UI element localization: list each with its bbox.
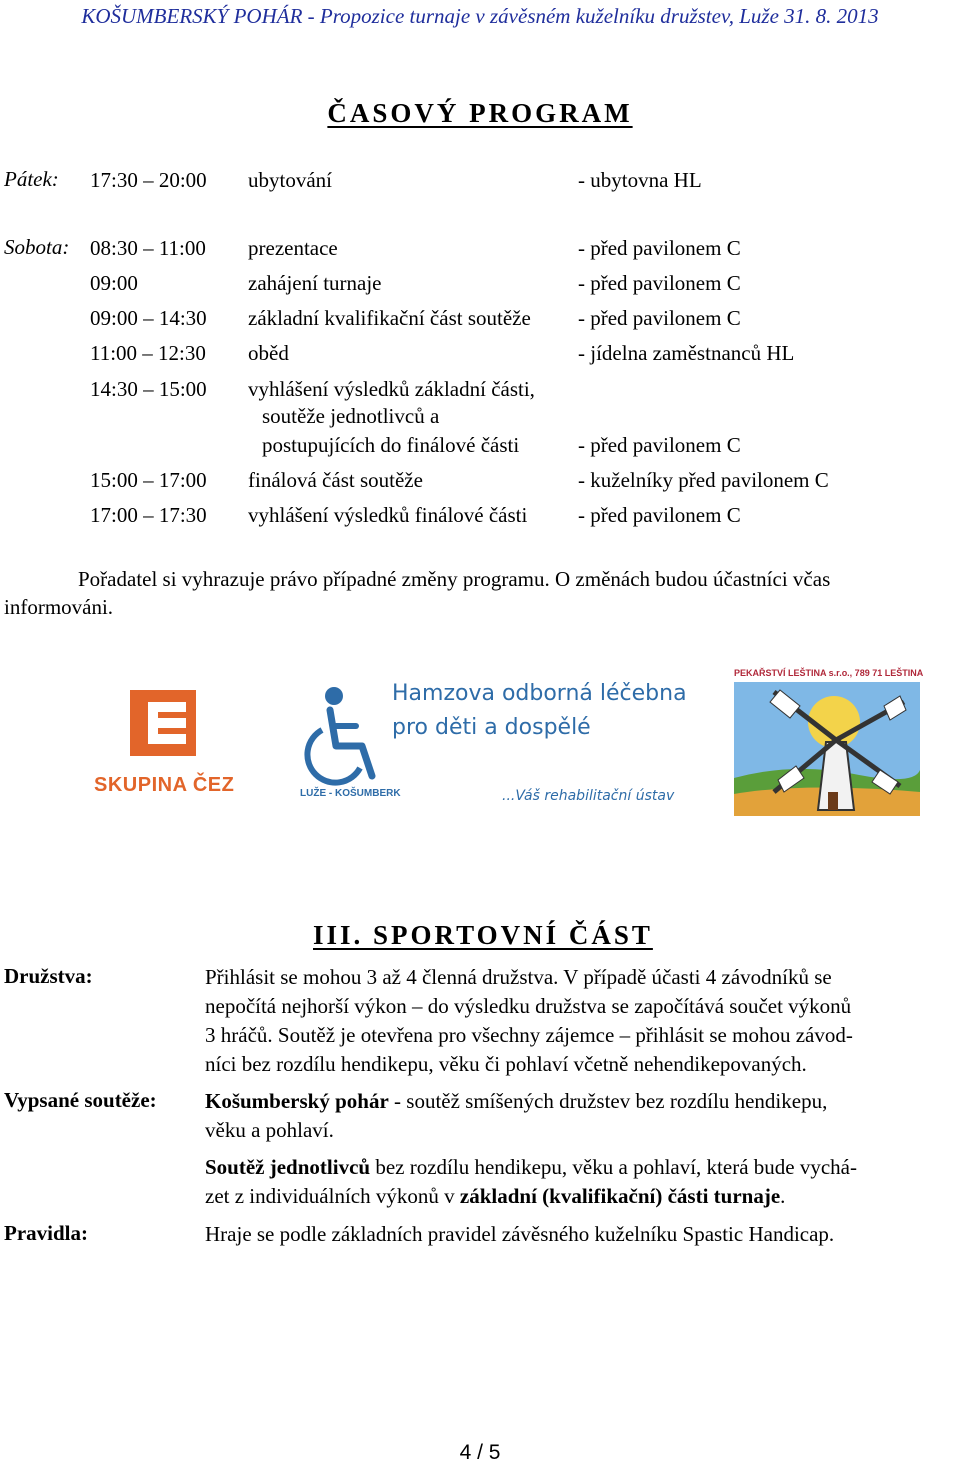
saturday-label: Sobota: <box>4 235 70 259</box>
cez-logo <box>92 690 235 800</box>
row-place: - před pavilonem C <box>578 433 741 457</box>
row-event: prezentace <box>248 236 338 260</box>
competitions-label: Vypsané soutěže: <box>4 1088 157 1112</box>
friday-label: Pátek: <box>4 167 59 191</box>
rules-text: Hraje se podle základních pravidel závěsného kuželníku Spastic Handicap. <box>205 1222 835 1246</box>
page-number: 4 / 5 <box>459 1441 501 1464</box>
schedule-title: ČASOVÝ PROGRAM <box>327 98 633 128</box>
windmill-icon <box>734 682 920 816</box>
row-event: zahájení turnaje <box>248 271 382 295</box>
teams-label: Družstva: <box>4 964 93 988</box>
row-place: - před pavilonem C <box>578 503 741 527</box>
row-event: vyhlášení výsledků finálové části <box>248 503 528 527</box>
row-time: 09:00 <box>90 271 138 295</box>
row-event-line2: soutěže jednotlivců a <box>262 404 440 428</box>
cez-logo-text: SKUPINA ČEZ <box>94 774 235 796</box>
competition-individual: Soutěž jednotlivců bez rozdílu hendikepu, věku a pohlaví, která bude vychá- <box>205 1155 857 1179</box>
row-time: 09:00 – 14:30 <box>90 306 207 330</box>
teams-line: Přihlásit se mohou 3 až 4 členná družstva. V případě účasti 4 závodníků se <box>205 965 832 989</box>
teams-line: 3 hráčů. Soutěž je otevřena pro všechny zájemce – přihlásit se mohou závod- <box>205 1023 853 1047</box>
competition-individual-cont: zet z individuálních výkonů v základní (kvalifikační) části turnaje. <box>205 1184 786 1208</box>
row-time: 17:00 – 17:30 <box>90 503 207 527</box>
row-place: - ubytovna HL <box>578 168 702 192</box>
row-event: finálová část soutěže <box>248 468 423 492</box>
row-time: 14:30 – 15:00 <box>90 377 207 401</box>
pekarstvi-name: PEKAŘSTVÍ LEŠTINA s.r.o., 789 71 LEŠTINA <box>734 668 924 678</box>
teams-line: nepočítá nejhorší výkon – do výsledku družstva se započítává součet výkonů <box>205 994 852 1018</box>
row-place: - před pavilonem C <box>578 236 741 260</box>
competition-team-cont: věku a pohlaví. <box>205 1118 334 1142</box>
hamzova-logo <box>300 680 700 810</box>
teams-line: níci bez rozdílu hendikepu, věku či pohlaví včetně nehendikepovaných. <box>205 1052 807 1076</box>
cez-emblem-icon <box>92 690 232 760</box>
row-place: - jídelna zaměstnanců HL <box>578 341 795 365</box>
hamzova-line1: Hamzova odborná léčebna <box>392 681 687 706</box>
row-place: - kuželníky před pavilonem C <box>578 468 829 492</box>
hamzova-tagline: ...Váš rehabilitační ústav <box>502 788 675 804</box>
row-time: 11:00 – 12:30 <box>90 341 206 365</box>
row-event: ubytování <box>248 168 332 192</box>
sport-title: III. SPORTOVNÍ ČÁST <box>313 920 653 950</box>
row-place: - před pavilonem C <box>578 306 741 330</box>
hamzova-caption: LUŽE - KOŠUMBERK <box>300 788 401 799</box>
row-event: vyhlášení výsledků základní části, <box>248 377 535 401</box>
row-time: 08:30 – 11:00 <box>90 236 206 260</box>
schedule-note: Pořadatel si vyhrazuje právo případné změny programu. O změnách budou účastníci včas <box>78 567 831 591</box>
pekarstvi-logo <box>734 668 924 818</box>
row-event: oběd <box>248 341 289 365</box>
rules-label: Pravidla: <box>4 1221 88 1245</box>
row-place: - před pavilonem C <box>578 271 741 295</box>
wheelchair-icon <box>300 684 384 796</box>
hamzova-line2: pro děti a dospělé <box>392 715 591 740</box>
row-time: 15:00 – 17:00 <box>90 468 207 492</box>
row-time: 17:30 – 20:00 <box>90 168 207 192</box>
schedule-note-cont: informováni. <box>4 595 114 619</box>
row-event-line3: postupujících do finálové části <box>262 433 520 457</box>
row-event: základní kvalifikační část soutěže <box>248 306 531 330</box>
competition-team: Košumberský pohár - soutěž smíšených družstev bez rozdílu hendikepu, <box>205 1089 828 1113</box>
document-header: KOŠUMBERSKÝ POHÁR - Propozice turnaje v závěsném kuželníku družstev, Luže 31. 8. 2013 <box>81 4 879 28</box>
